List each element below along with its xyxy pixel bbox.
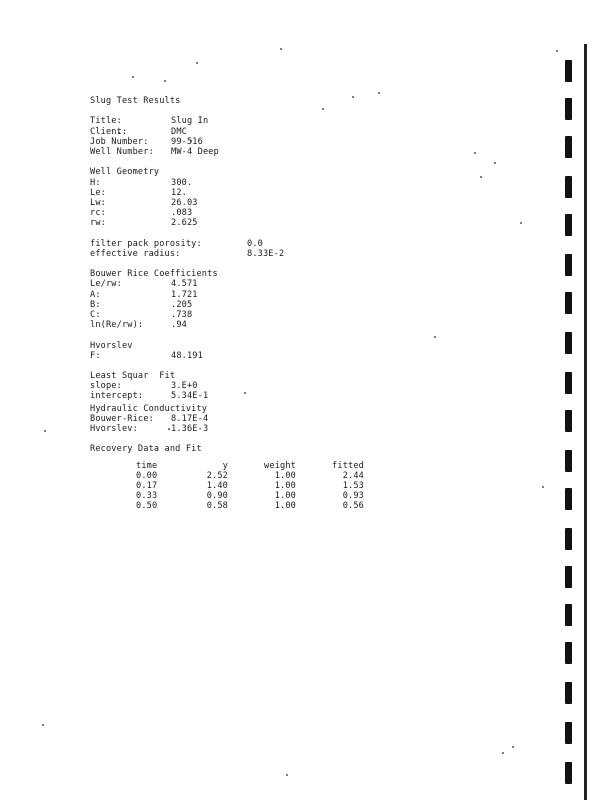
- info-label: Well Number:: [90, 146, 154, 157]
- coefficient-label: Le/rw:: [90, 279, 122, 290]
- info-value: 99-516: [171, 136, 203, 147]
- coefficient-label: B:: [90, 299, 101, 310]
- section-title: Well Geometry: [90, 167, 160, 178]
- y-cell: 1.40: [206, 480, 228, 491]
- column-header: time: [136, 460, 158, 471]
- hvorslev-label: F:: [90, 350, 101, 361]
- binder-mark: [565, 722, 572, 744]
- table-header: [136, 461, 530, 471]
- conductivity-label: Hvorslev:: [90, 424, 138, 434]
- time-cell: 0.00: [136, 470, 158, 481]
- binder-mark: [565, 292, 572, 314]
- conductivity-section: [90, 404, 530, 435]
- section-title: Recovery Data and Fit: [90, 444, 202, 455]
- column-header: y: [222, 460, 228, 471]
- binder-mark: [565, 254, 572, 276]
- filter-value: 8.33E-2: [247, 248, 285, 259]
- coefficient-row: [90, 300, 530, 310]
- fit-label: slope:: [90, 381, 122, 392]
- fit-row: [90, 391, 530, 401]
- weight-cell: 1.00: [274, 470, 296, 481]
- geometry-value: 2.625: [171, 218, 198, 229]
- info-row: [90, 147, 530, 157]
- binder-mark: [565, 214, 572, 236]
- section-title: Hydraulic Conductivity: [90, 403, 208, 414]
- info-label: Client:: [90, 126, 128, 137]
- binder-mark: [565, 488, 572, 510]
- hvorslev-value: 48.191: [171, 350, 203, 361]
- hvorslev-row: [90, 351, 530, 361]
- info-row: [90, 137, 530, 147]
- coefficient-row: [90, 290, 530, 300]
- info-value: MW-4 Deep: [171, 146, 219, 157]
- time-cell: 0.33: [136, 491, 158, 502]
- scan-speck: [542, 486, 544, 488]
- info-value: Slug In: [171, 116, 209, 127]
- coefficient-label: C:: [90, 309, 101, 320]
- recovery-table: [136, 461, 530, 512]
- conductivity-value: 8.17E-4: [171, 413, 209, 424]
- fitted-cell: 0.56: [342, 501, 364, 512]
- fitted-cell: 2.44: [342, 470, 364, 481]
- info-label: Job Number:: [90, 136, 149, 147]
- coefficient-label: ln(Re/rw):: [90, 320, 144, 331]
- binder-mark: [565, 566, 572, 588]
- table-row: [136, 471, 530, 481]
- filter-row: [90, 239, 530, 249]
- fit-value: 3.E+0: [171, 381, 198, 392]
- binder-mark: [565, 136, 572, 158]
- geometry-row: [90, 188, 530, 198]
- coefficient-row: [90, 310, 530, 320]
- geometry-label: Lw:: [90, 197, 106, 208]
- coefficient-row: [90, 320, 530, 330]
- coefficient-value: .738: [171, 309, 193, 320]
- scan-speck: [512, 746, 514, 748]
- scan-speck: [502, 752, 504, 754]
- filter-label: filter pack porosity:: [90, 238, 202, 249]
- info-row: [90, 127, 530, 137]
- hvorslev-section: [90, 341, 530, 361]
- info-row: [90, 116, 530, 126]
- coefficient-value: .205: [171, 299, 193, 310]
- geometry-label: rc:: [90, 208, 106, 219]
- info-value: DMC: [171, 126, 187, 137]
- geometry-row: [90, 178, 530, 188]
- binder-mark: [565, 604, 572, 626]
- least-squares-section: [90, 371, 530, 402]
- y-cell: 0.90: [206, 491, 228, 502]
- filter-label: effective radius:: [90, 248, 181, 259]
- column-header: weight: [264, 460, 296, 471]
- table-row: [136, 501, 530, 511]
- binder-mark: [565, 60, 572, 82]
- geometry-value: 300.: [171, 177, 193, 188]
- filter-row: [90, 249, 530, 259]
- geometry-value: 12.: [171, 187, 187, 198]
- binder-mark: [565, 682, 572, 704]
- binder-mark: [565, 372, 572, 394]
- time-cell: 0.17: [136, 480, 158, 491]
- binder-mark: [565, 528, 572, 550]
- binder-mark: [565, 762, 572, 784]
- fitted-cell: 0.93: [342, 491, 364, 502]
- fit-row: [90, 381, 530, 391]
- binder-mark: [565, 98, 572, 120]
- coefficient-value: 4.571: [171, 279, 198, 290]
- scan-speck: [196, 62, 198, 64]
- binder-mark: [565, 450, 572, 472]
- scan-speck: [556, 50, 558, 52]
- bouwer-rice-section: [90, 269, 530, 330]
- coefficient-value: 1.721: [171, 289, 198, 300]
- scan-speck: [132, 76, 134, 78]
- binder-mark: [565, 642, 572, 664]
- binder-edge-line: [584, 44, 587, 800]
- y-cell: 0.58: [206, 501, 228, 512]
- info-section: [90, 116, 530, 157]
- geometry-label: Le:: [90, 187, 106, 198]
- fitted-cell: 1.53: [342, 480, 364, 491]
- geometry-row: [90, 198, 530, 208]
- binder-mark: [565, 410, 572, 432]
- section-title: Hvorslev: [90, 340, 133, 351]
- scan-speck: [286, 774, 288, 776]
- geometry-value: 26.03: [171, 197, 198, 208]
- conductivity-value: 1.36E-3: [171, 424, 209, 434]
- weight-cell: 1.00: [274, 480, 296, 491]
- time-cell: 0.50: [136, 501, 158, 512]
- filter-value: 0.0: [247, 238, 263, 249]
- weight-cell: 1.00: [274, 501, 296, 512]
- y-cell: 2.52: [206, 470, 228, 481]
- conductivity-label: Bouwer-Rice:: [90, 413, 154, 424]
- scan-speck: [280, 48, 282, 50]
- report-heading: Slug Test Results: [90, 96, 181, 106]
- geometry-label: rw:: [90, 218, 106, 229]
- scan-speck: [378, 92, 380, 94]
- weight-cell: 1.00: [274, 491, 296, 502]
- recovery-section: [90, 444, 530, 511]
- info-label: Title:: [90, 116, 122, 127]
- conductivity-row: [90, 414, 530, 424]
- section-title: Bouwer Rice Coefficients: [90, 269, 218, 280]
- filter-section: [90, 239, 530, 259]
- geometry-label: H:: [90, 177, 101, 188]
- binder-mark: [565, 176, 572, 198]
- slug-test-report: [90, 96, 530, 512]
- table-row: [136, 491, 530, 501]
- conductivity-row: [90, 424, 530, 434]
- coefficient-row: [90, 279, 530, 289]
- scan-speck: [164, 80, 166, 82]
- well-geometry-section: [90, 167, 530, 228]
- coefficient-label: A:: [90, 289, 101, 300]
- fit-label: intercept:: [90, 391, 144, 402]
- scan-speck: [42, 724, 44, 726]
- geometry-row: [90, 208, 530, 218]
- coefficient-value: .94: [171, 320, 187, 331]
- scan-speck: [44, 430, 46, 432]
- fit-value: 5.34E-1: [171, 391, 209, 402]
- geometry-row: [90, 218, 530, 228]
- section-title: Least Squar Fit: [90, 371, 176, 382]
- table-row: [136, 481, 530, 491]
- column-header: fitted: [332, 460, 364, 471]
- geometry-value: .083: [171, 208, 193, 219]
- binder-mark: [565, 332, 572, 354]
